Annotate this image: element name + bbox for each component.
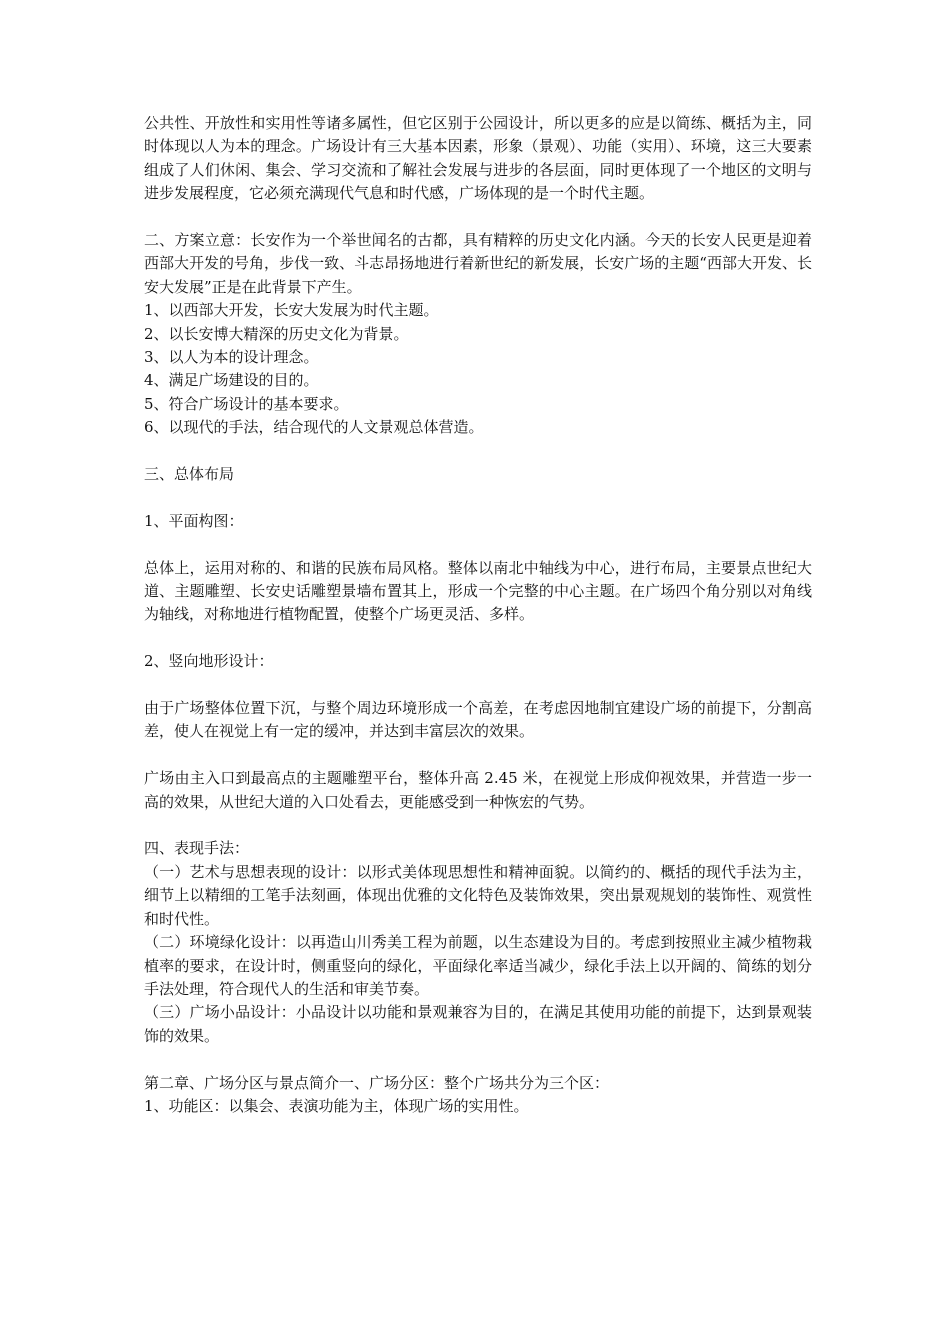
list-item: 1、以西部大开发，长安大发展为时代主题。 — [144, 301, 439, 320]
paragraph-spacer — [144, 1048, 812, 1071]
method-paragraph: （一）艺术与思想表现的设计：以形式美体现思想性和精神面貌。以简约的、概括的现代手法为主，细节上以精细的工笔手法刻画，体现出优雅的文化特色及装饰效果，突出景观规划的装饰性、观赏性和时代性。 — [144, 862, 812, 928]
list-item: 3、以人为本的设计理念。 — [144, 348, 319, 367]
terrain-paragraph: 由于广场整体位置下沉，与整个周边环境形成一个高差，在考虑因地制宜建设广场的前提下，分割高差，使人在视觉上有一定的缓冲，并达到丰富层次的效果。 — [144, 699, 812, 741]
terrain-paragraph: 广场由主入口到最高点的主题雕塑平台，整体升高 2.45 米，在视觉上形成仰视效果，并营造一步一高的效果，从世纪大道的入口处看去，更能感受到一种恢宏的气势。 — [144, 769, 812, 811]
paragraph-spacer — [144, 486, 812, 509]
list-item: 5、符合广场设计的基本要求。 — [144, 394, 349, 413]
section-4-heading: 四、表现手法： — [144, 839, 250, 858]
paragraph-spacer — [144, 627, 812, 650]
document-body — [144, 112, 812, 1118]
chapter-2-heading: 第二章、广场分区与景点简介一、广场分区：整个广场共分为三个区： — [144, 1073, 610, 1092]
paragraph-spacer — [144, 440, 812, 463]
intro-paragraph: 公共性、开放性和实用性等诸多属性，但它区别于公园设计，所以更多的应是以简练、概括为主，同时体现以人为本的理念。广场设计有三大基本因素，形象（景观）、功能（实用）、环境，这三大要素组成了人们休闲、集会、学习交流和了解社会发展与进步的各层面，同时更体现了一个地区的文明与进步发展程度，它必须充满现代气息和时代感，广场体现的是一个时代主题。 — [144, 114, 812, 203]
subsection-1-heading: 1、平面构图： — [144, 511, 244, 530]
section-2-paragraph: 二、方案立意：长安作为一个举世闻名的古都，具有精粹的历史文化内涵。今天的长安人民更是迎着西部大开发的号角，步伐一致、斗志昂扬地进行着新世纪的新发展，长安广场的主题“西部大开发、长安大发展”正是在此背景下产生。 — [144, 231, 812, 296]
paragraph-spacer — [144, 533, 812, 556]
plan-paragraph: 总体上，运用对称的、和谐的民族布局风格。整体以南北中轴线为中心，进行布局，主要景点世纪大道、主题雕塑、长安史话雕塑景墙布置其上，形成一个完整的中心主题。在广场四个角分别以对角线为轴线，对称地进行植物配置，使整个广场更灵活、多样。 — [144, 558, 812, 624]
list-item: 6、以现代的手法，结合现代的人文景观总体营造。 — [144, 418, 484, 437]
list-item: 2、以长安博大精深的历史文化为背景。 — [144, 324, 409, 343]
list-item: 4、满足广场建设的目的。 — [144, 371, 319, 390]
paragraph-spacer — [144, 674, 812, 697]
method-paragraph: （二）环境绿化设计：以再造山川秀美工程为前题，以生态建设为目的。考虑到按照业主减少植物栽植率的要求，在设计时，侧重竖向的绿化，平面绿化率适当减少，绿化手法上以开阔的、简练的划分手法处理，符合现代人的生活和审美节奏。 — [144, 933, 812, 998]
subsection-2-heading: 2、竖向地形设计： — [144, 652, 274, 671]
paragraph-spacer — [144, 206, 812, 229]
section-3-heading: 三、总体布局 — [144, 465, 235, 484]
paragraph-spacer — [144, 744, 812, 767]
method-paragraph: （三）广场小品设计：小品设计以功能和景观兼容为目的，在满足其使用功能的前提下，达到景观装饰的效果。 — [144, 1003, 812, 1045]
paragraph-spacer — [144, 814, 812, 837]
list-item: 1、功能区：以集会、表演功能为主，体现广场的实用性。 — [144, 1096, 529, 1115]
